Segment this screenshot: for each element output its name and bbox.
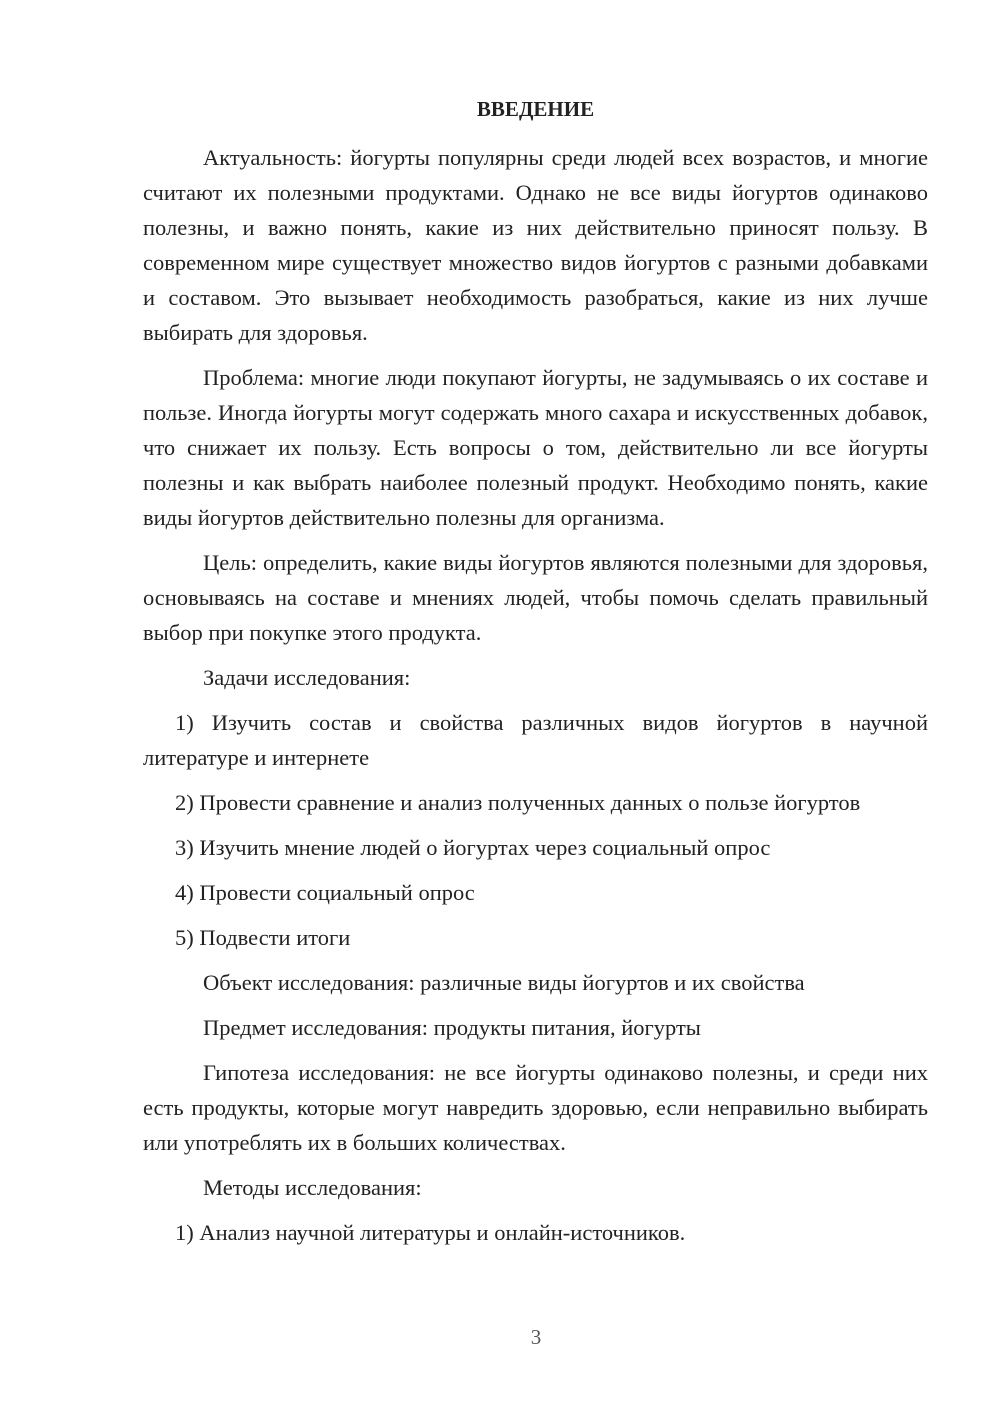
tasks-label: Задачи исследования: (203, 665, 411, 690)
section-heading: ВВЕДЕНИЕ (476, 97, 595, 121)
task-item-3: 3) Изучить мнение людей о йогуртах через социальный опрос (175, 835, 771, 860)
task-item-4: 4) Провести социальный опрос (175, 880, 475, 905)
methods-label: Методы исследования: (203, 1175, 422, 1200)
relevance-paragraph: Актуальность: йогурты популярны среди людей всех возрастов, и многие считают их полезными продуктами. Однако не все виды йогуртов одинаково полезны, и важно понять, какие из них действительно приносят пользу. В современном мире существует множество видов йогуртов с разными добавками и составом. Это вызывает необходимость разобраться, какие из них лучше выбирать для здоровья. (143, 145, 928, 345)
task-item-1: 1) Изучить состав и свойства различных видов йогуртов в научной литературе и интернете (143, 710, 928, 770)
hypothesis-paragraph: Гипотеза исследования: не все йогурты одинаково полезны, и среди них есть продукты, которые могут навредить здоровью, если неправильно выбирать или употреблять их в больших количествах. (143, 1060, 928, 1155)
subject-line: Предмет исследования: продукты питания, йогурты (203, 1015, 701, 1040)
goal-paragraph: Цель: определить, какие виды йогуртов являются полезными для здоровья, основываясь на составе и мнениях людей, чтобы помочь сделать правильный выбор при покупке этого продукта. (143, 550, 928, 645)
problem-paragraph: Проблема: многие люди покупают йогурты, не задумываясь о их составе и пользе. Иногда йогурты могут содержать много сахара и искусственных добавок, что снижает их пользу. Есть вопросы о том, действительно ли все йогурты полезны и как выбрать наиболее полезный продукт. Необходимо понять, какие виды йогуртов действительно полезны для организма. (143, 365, 928, 530)
method-item-1: 1) Анализ научной литературы и онлайн-источников. (175, 1220, 686, 1245)
task-item-5: 5) Подвести итоги (175, 925, 351, 950)
page-number: 3 (530, 1325, 542, 1349)
object-line: Объект исследования: различные виды йогуртов и их свойства (203, 970, 805, 995)
task-item-2: 2) Провести сравнение и анализ полученных данных о пользе йогуртов (175, 790, 861, 815)
document-page (143, 92, 928, 1260)
